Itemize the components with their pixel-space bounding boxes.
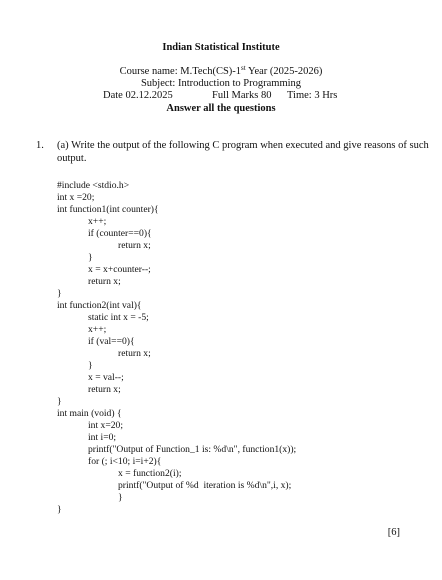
code-line: if (counter==0){ (88, 228, 152, 239)
code-line: int main (void) { (57, 408, 122, 419)
exam-date: Date 02.12.2025 (103, 90, 173, 101)
exam-time: Time: 3 Hrs (287, 90, 338, 101)
code-line: x = val--; (88, 372, 124, 383)
question-text-line-2: output. (57, 153, 87, 164)
code-line: int x =20; (57, 192, 95, 203)
code-line: return x; (118, 348, 151, 359)
marks-label: [6] (387, 527, 400, 538)
full-marks: Full Marks 80 (212, 90, 272, 101)
code-line: return x; (88, 384, 121, 395)
code-line: int x=20; (88, 420, 123, 431)
code-line: x = function2(i); (118, 468, 182, 479)
code-line: } (118, 492, 123, 503)
question-text-line-1: (a) Write the output of the following C program when executed and give reasons of such (57, 140, 429, 151)
code-line: printf("Output of Function_1 is: %d\n", function1(x)); (88, 444, 297, 455)
code-line: for (; i<10; i=i+2){ (88, 456, 162, 467)
course-name: Course name: M.Tech(CS)-1st Year (2025-2026) (119, 64, 323, 77)
code-line: if (val==0){ (88, 336, 135, 347)
code-line: x = x+counter--; (88, 264, 151, 275)
code-line: return x; (118, 240, 151, 251)
code-line: int function2(int val){ (57, 300, 142, 311)
code-line: return x; (88, 276, 121, 287)
code-line: } (88, 360, 93, 371)
subject: Subject: Introduction to Programming (140, 78, 302, 89)
code-line: #include <stdio.h> (57, 180, 130, 191)
code-line: int function1(int counter){ (57, 204, 159, 215)
code-line: } (88, 252, 93, 263)
instruction: Answer all the questions (166, 103, 276, 114)
code-line: x++; (88, 216, 107, 227)
question-number: 1. (36, 140, 44, 151)
code-line: } (57, 396, 62, 407)
code-line: static int x = -5; (88, 312, 149, 323)
code-line: x++; (88, 324, 107, 335)
code-line: } (57, 504, 62, 515)
code-line: } (57, 288, 62, 299)
code-line: int i=0; (88, 432, 117, 443)
institute-name: Indian Statistical Institute (162, 42, 280, 53)
code-line: printf("Output of %d iteration is %d\n",i, x); (118, 480, 292, 491)
